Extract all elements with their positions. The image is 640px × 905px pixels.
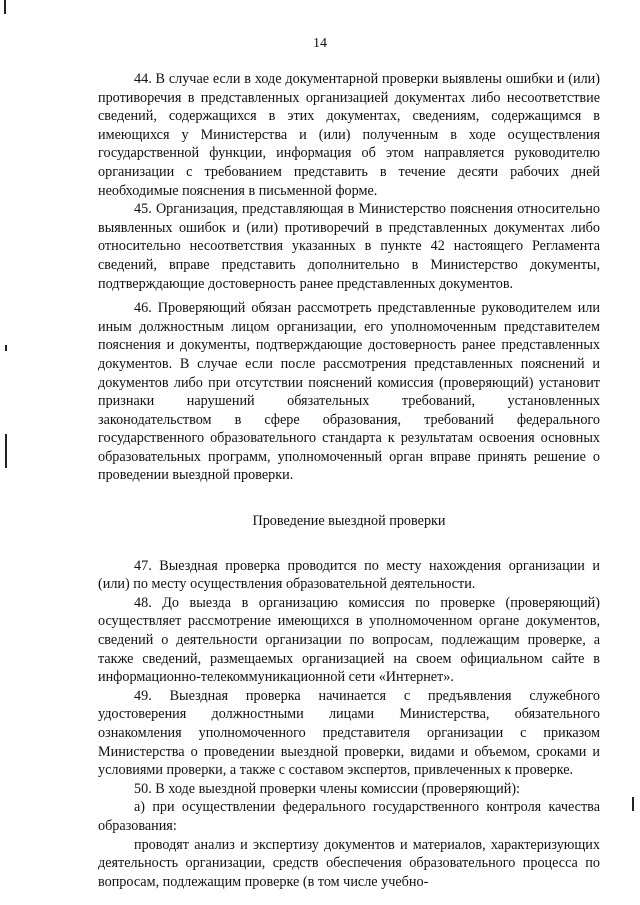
paragraph-46: 46. Проверяющий обязан рассмотреть представленные руководителем или иным должностным лицом организации, его уполномоченным представителем пояснения и документы, подтверждающие достоверность ранее представленных документов. В случае если после рассмотрения представленных пояснений и документов либо при отсутствии пояснений комиссия (проверяющий) установит признаки нарушений обязательных требований, установленных законодательством в сфере образования, требований федерального государственного образовательного стандарта к результатам освоения основных образовательных программ, уполномоченный орган вправе принять решение о проведении выездной проверки. <box>98 300 600 484</box>
document-body <box>98 70 600 891</box>
paragraph-50a: а) при осуществлении федерального государственного контроля качества образования: <box>98 799 600 834</box>
paragraph-50: 50. В ходе выездной проверки члены комиссии (проверяющий): <box>134 780 520 797</box>
paragraph-48: 48. До выезда в организацию комиссия по проверке (проверяющий) осуществляет рассмотрение имеющихся в уполномоченном органе документов, сведений о деятельности организации по вопросам, подлежащим проверке, а также сведений, размещаемых организацией на своем официальном сайте в информационно-телекоммуникационной сети «Интернет». <box>98 594 600 686</box>
section-heading: Проведение выездной проверки <box>252 513 446 530</box>
scan-artifact <box>632 797 634 811</box>
paragraph-44: 44. В случае если в ходе документарной проверки выявлены ошибки и (или) противоречия в представленных организацией документах либо несоответствие сведений, содержащихся в этих документах, сведениям, содержащимся в имеющихся у Министерства и (или) полученным в ходе осуществления государственной функции, информация об этом направляется руководителю организации с требованием представить в течение десяти рабочих дней необходимые пояснения в письменной форме. <box>98 71 600 199</box>
scan-artifact <box>5 345 7 351</box>
paragraph-47: 47. Выездная проверка проводится по месту нахождения организации и (или) по месту осуществления образовательной деятельности. <box>98 557 600 593</box>
paragraph-49: 49. Выездная проверка начинается с предъявления служебного удостоверения должностными лицами Министерства, обязательного ознакомления уполномоченного представителя организации с приказом Министерства о проведении выездной проверки, видами и объемом, сроками и условиями проверки, а также с составом экспертов, привлеченных к проверке. <box>98 687 600 779</box>
paragraph-50a-item: проводят анализ и экспертизу документов и материалов, характеризующих деятельность организации, средств обеспечения образовательного процесса по вопросам, подлежащим проверке (в том числе учебно- <box>98 836 600 890</box>
paragraph-45: 45. Организация, представляющая в Министерство пояснения относительно выявленных ошибок и (или) противоречий в представленных документах либо относительно несоответствия указанных в пункте 42 настоящего Регламента сведений, вправе представить дополнительно в Министерство документы, подтверждающие достоверность ранее представленных документов. <box>98 201 600 292</box>
scan-artifact <box>4 0 6 14</box>
page-number: 14 <box>313 36 327 51</box>
scan-artifact <box>5 434 7 468</box>
